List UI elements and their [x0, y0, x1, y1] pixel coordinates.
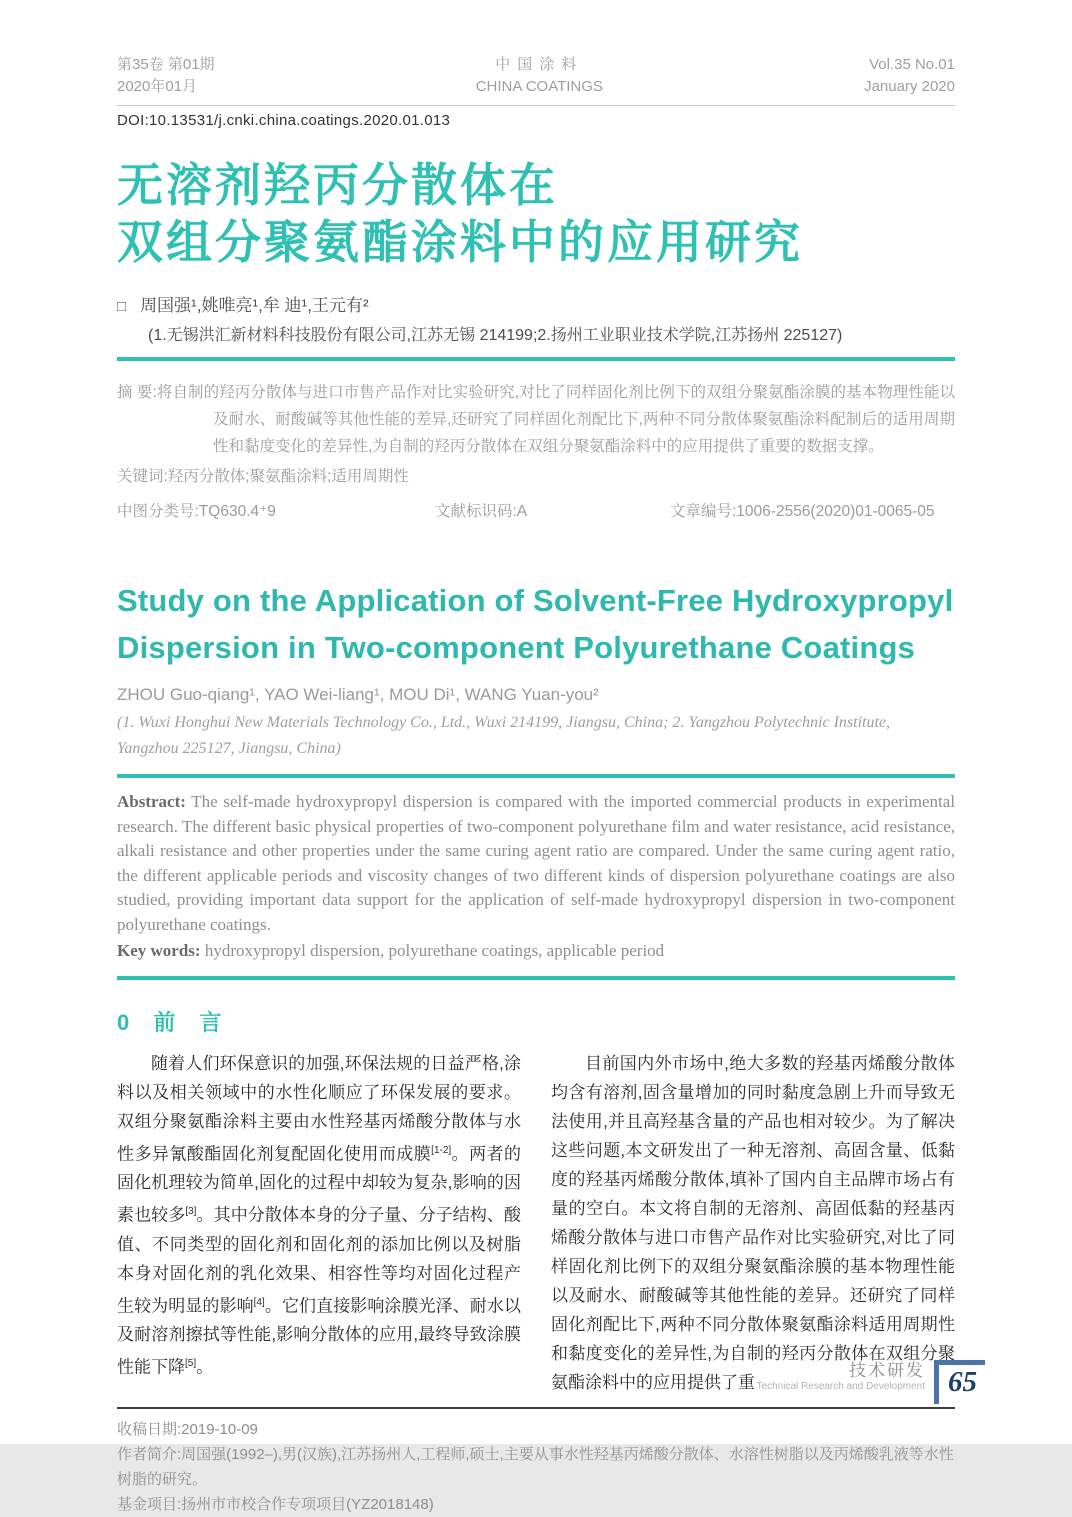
author-marker-icon: □: [117, 298, 127, 315]
article-title-en: [117, 577, 955, 671]
clc-number: 中图分类号:TQ630.4⁺9: [117, 503, 276, 520]
section-heading-intro: 0 前 言: [117, 1009, 231, 1035]
header-divider: [117, 105, 955, 106]
volume-issue-en: Vol.35 No.01: [869, 56, 955, 73]
affiliation-cn: (1.无锡洪汇新材料科技股份有限公司,江苏无锡 214199;2.扬州工业职业技术学院,江苏扬州 225127): [148, 327, 843, 344]
received-date: 收稿日期:2019-10-09: [117, 1420, 258, 1438]
keywords-en-label: Key words:: [117, 941, 201, 960]
document-code: 文献标识码:A: [435, 503, 528, 520]
footnote-divider: [117, 1407, 955, 1409]
footer-section-cn: 技术研发: [849, 1361, 925, 1380]
page-number: 65: [948, 1366, 977, 1398]
journal-name-cn: 中国涂料: [495, 56, 584, 73]
header-issue-info: [117, 54, 215, 98]
keywords-cn: 关键词:羟丙分散体;聚氨酯涂料;适用周期性: [117, 468, 409, 485]
footnotes-block: [117, 1417, 955, 1517]
keywords-en-text: hydroxypropyl dispersion, polyurethane coatings, applicable period: [200, 941, 665, 960]
abstract-cn: [117, 379, 955, 460]
authors-cn-row: [117, 291, 955, 316]
divider-teal-3: [117, 976, 955, 980]
journal-name-en: CHINA COATINGS: [475, 78, 603, 95]
footer-section-labels: [757, 1362, 925, 1393]
article-title-cn-line2: 双组分聚氨酯涂料中的应用研究: [117, 216, 803, 268]
divider-teal-1: [117, 357, 955, 361]
body-columns: [117, 1049, 955, 1397]
authors-cn: 周国强¹,姚唯亮¹,牟 迪¹,王元有²: [140, 296, 369, 315]
article-title-cn-line1: 无溶剂羟丙分散体在: [117, 159, 558, 211]
footer-section-en: Technical Research and Development: [756, 1381, 925, 1392]
intro-paragraph-left: 随着人们环保意识的加强,环保法规的日益严格,涂料以及相关领域中的水性化顺应了环保发展的要求。双组分聚氨酯涂料主要由水性羟基丙烯酸分散体与水性多异氰酸酯固化剂复配固化使用而成膜[1-2]。两者的固化机理较为简单,固化的过程中却较为复杂,影响的因素也较多[3]。其中分散体本身的分子量、分子结构、酸值、不同类型的固化剂和固化剂的添加比例以及树脂本身对固化剂的乳化效果、相容性等均对固化过程产生较为明显的影响[4]。它们直接影响涂膜光泽、耐水以及耐溶剂擦拭等性能,影响分散体的应用,最终导致涂膜性能下降[5]。: [117, 1053, 522, 1378]
abstract-en-block: [117, 790, 955, 964]
abstract-cn-label: 摘 要:: [117, 384, 157, 401]
doi-line: DOI:10.13531/j.cnki.china.coatings.2020.01.013: [117, 112, 451, 129]
article-title-cn: [117, 157, 955, 271]
abstract-cn-block: [117, 379, 955, 525]
abstract-en-text: The self-made hydroxypropyl dispersion is compared with the imported commercial products in experimental research. The different basic physical properties of two-component polyurethane film and water resistance, acid resistance, alkali resistance and other properties under the same curing agent ratio are compared. Under the same curing agent ratio, the different applicable periods and viscosity changes of two different kinds of dispersion polyurethane coatings are also studied, providing important data support for the application of self-made hydroxypropyl dispersion in two-component polyurethane coatings.: [117, 792, 955, 934]
page-footer: [757, 1360, 985, 1404]
journal-header: [117, 54, 955, 98]
date-en: January 2020: [864, 78, 955, 95]
body-column-left: [117, 1049, 521, 1397]
journal-name: [476, 54, 603, 98]
date-cn: 2020年01月: [117, 78, 198, 95]
page-number-badge: [934, 1360, 985, 1404]
article-id: 文章编号:1006-2556(2020)01-0065-05: [670, 503, 935, 520]
divider-teal-2: [117, 774, 955, 778]
classification-row: [117, 498, 955, 525]
affiliation-en: (1. Wuxi Honghui New Materials Technology Co., Ltd., Wuxi 214199, Jiangsu, China; 2. Yangzhou Polytechnic Institute, Yangzhou 225127, Jiangsu, China): [117, 714, 890, 757]
author-bio: 作者简介:周国强(1992–),男(汉族),江苏扬州人,工程师,硕士,主要从事水性羟基丙烯酸分散体、水溶性树脂以及丙烯酸乳液等水性树脂的研究。: [117, 1445, 954, 1488]
authors-en: ZHOU Guo-qiang¹, YAO Wei-liang¹, MOU Di¹, WANG Yuan-you²: [117, 685, 599, 704]
keywords-en: [117, 939, 955, 964]
article-title-en-line1: Study on the Application of Solvent-Free Hydroxypropyl: [117, 583, 954, 618]
intro-paragraph-right: 目前国内外市场中,绝大多数的羟基丙烯酸分散体均含有溶剂,固含量增加的同时黏度急剧上升而导致无法使用,并且高羟基含量的产品也相对较少。为了解决这些问题,本文研发出了一种无溶剂、高固含量、低黏度的羟基丙烯酸分散体,填补了国内自主品牌市场占有量的空白。本文将自制的无溶剂、高固低黏的羟基丙烯酸分散体与进口市售产品作对比实验研究,对比了同样固化剂比例下的双组分聚氨酯涂膜的基本物理性能以及耐水、耐酸碱等其他性能的差异。还研究了同样固化剂配比下,两种不同分散体聚氨酯涂料适用周期性和黏度变化的差异性,为自制的羟丙分散体在双组分聚氨酯涂料中的应用提供了重: [551, 1053, 955, 1392]
abstract-cn-text: 将自制的羟丙分散体与进口市售产品作对比实验研究,对比了同样固化剂比例下的双组分聚氨酯涂膜的基本物理性能以及耐水、耐酸碱等其他性能的差异,还研究了同样固化剂配比下,两种不同分散体聚氨酯涂料配制后的适用周期性和黏度变化的差异性,为自制的羟丙分散体在双组分聚氨酯涂料中的应用提供了重要的数据支撑。: [156, 384, 955, 455]
abstract-en-label: Abstract:: [117, 792, 186, 811]
volume-issue-cn: 第35卷 第01期: [117, 56, 215, 73]
body-column-right: [551, 1049, 955, 1397]
fund-project: 基金项目:扬州市市校合作专项项目(YZ2018148): [117, 1495, 434, 1513]
article-title-en-line2: Dispersion in Two-component Polyurethane Coatings: [117, 630, 916, 665]
header-issue-info-en: [864, 54, 955, 98]
abstract-en: [117, 790, 955, 937]
